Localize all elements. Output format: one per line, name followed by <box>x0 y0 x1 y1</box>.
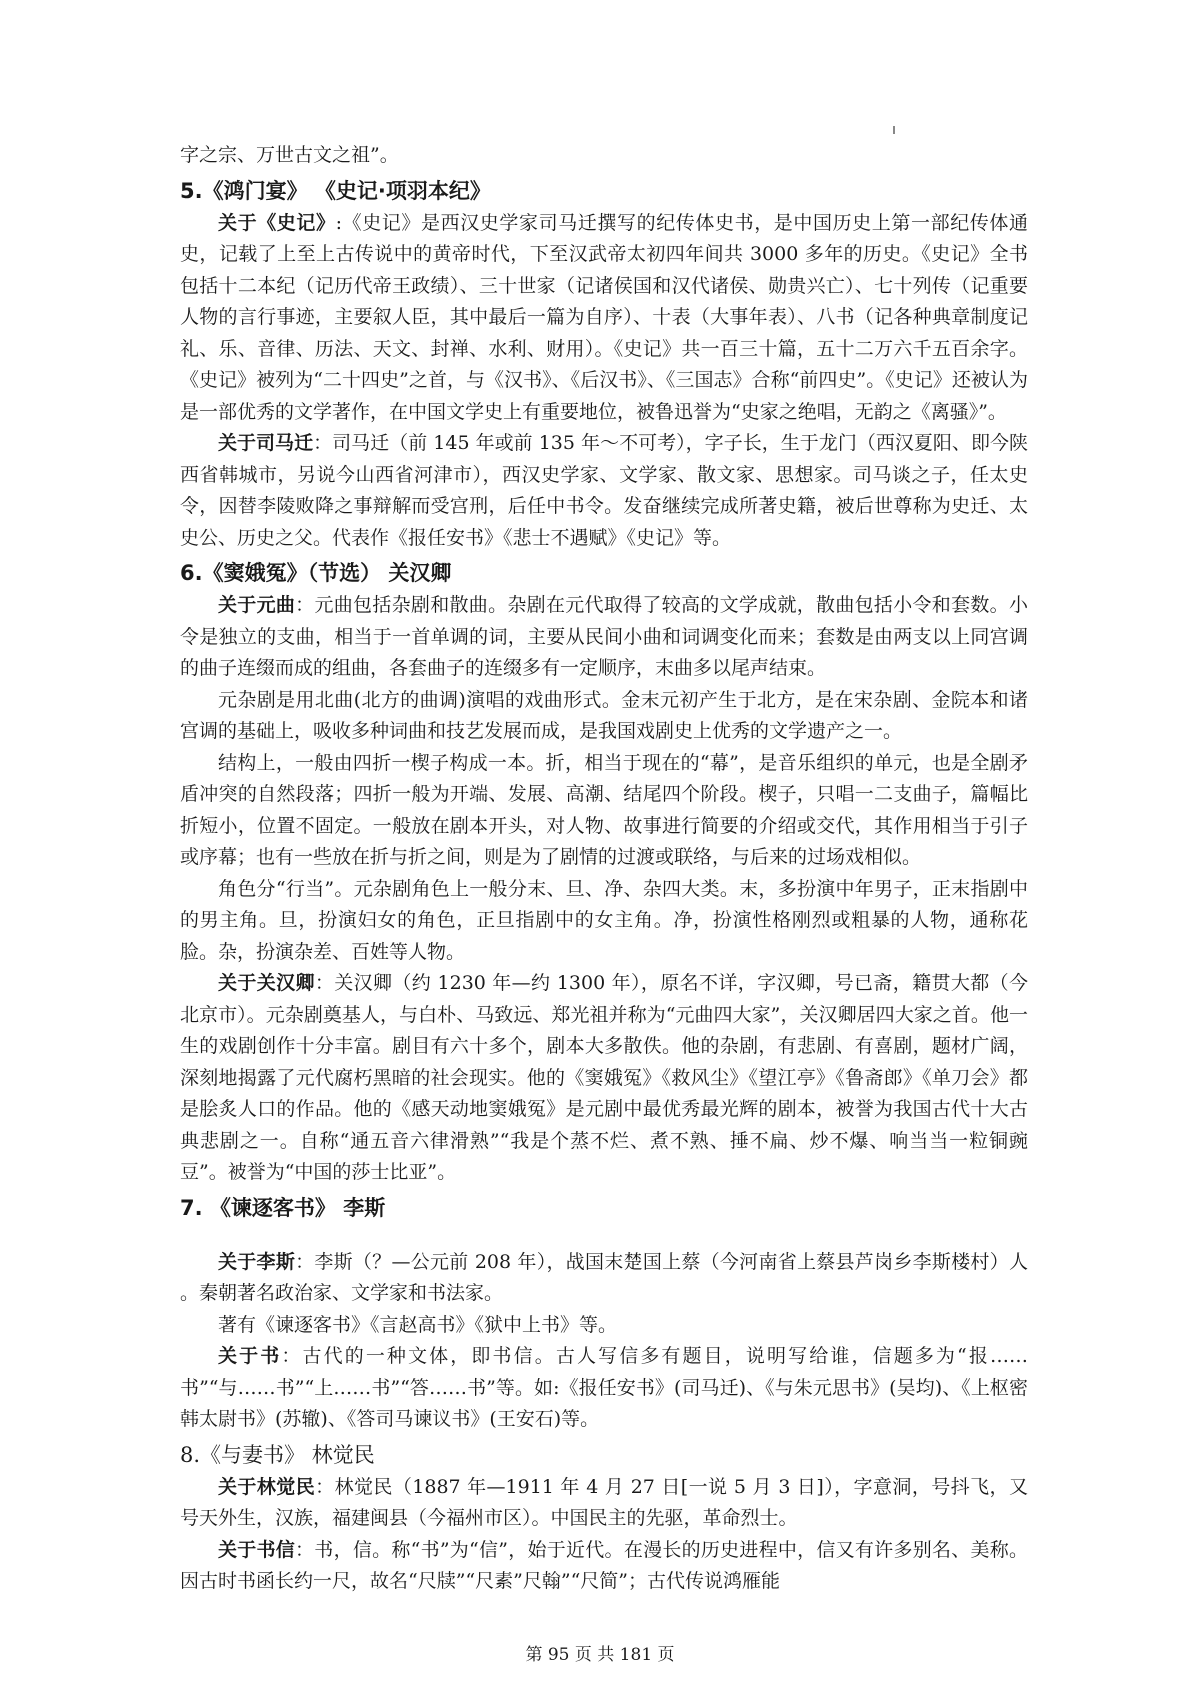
paragraph <box>180 1535 1028 1598</box>
paragraph <box>180 590 1028 685</box>
paragraph-lead: 关于《史记》 <box>218 211 336 234</box>
paragraph-text: ：元曲包括杂剧和散曲。杂剧在元代取得了较高的文学成就，散曲包括小令和套数。小令是独立的支曲，相当于一首单调的词，主要从民间小曲和词调变化而来；套数是由两支以上同宫调的曲子连缀而成的组曲，各套曲子的连缀多有一定顺序，末曲多以尾声结束。 <box>180 594 1028 679</box>
paragraph <box>180 968 1028 1189</box>
paragraph-lead: 关于关汉卿 <box>218 972 315 994</box>
section-heading-5: 5.《鸿门宴》 《史记·项羽本纪》 <box>180 178 491 203</box>
paragraph-lead: 关于书 <box>218 1345 282 1367</box>
text-line: 字之宗、万世古文之祖”。 <box>180 144 399 166</box>
paragraph-text: ：林觉民（1887 年—1911 年 4 月 27 日[一说 5 月 3 日]），字意洞，号抖飞，又号天外生，汉族，福建闽县（今福州市区）。中国民主的先驱，革命烈士。 <box>180 1475 1028 1529</box>
paragraph-text: ：古代的一种文体，即书信。古人写信多有题目，说明写给谁，信题多为“报……书”“与……书”“上……书”“答……书”等。如:《报任安书》(司马迁)、《与朱元思书》(吴均)、《上枢密韩太尉书》(苏辙)、《答司马谏议书》(王安石)等。 <box>180 1345 1028 1430</box>
document-page <box>180 140 1028 1598</box>
paragraph <box>180 1341 1028 1436</box>
paragraph-text: ：李斯（？—公元前 208 年），战国末楚国上蔡（今河南省上蔡县芦岗乡李斯楼村）人 。秦朝著名政治家、文学家和书法家。 <box>180 1250 1028 1304</box>
paragraph-text: ：关汉卿（约 1230 年—约 1300 年），原名不详，字汉卿，号已斋，籍贯大都（今北京市）。元杂剧奠基人，与白朴、马致远、郑光祖并称为“元曲四大家”，关汉卿居四大家之首。他一生的戏剧创作十分丰富。剧目有六十多个，剧本大多散佚。他的杂剧，有悲剧、有喜剧，题材广阔，深刻地揭露了元代腐朽黑暗的社会现实。他的《窦娥冤》《救风尘》《望江亭》《鲁斋郎》《单刀会》都是脍炙人口的作品。他的《感天动地窦娥冤》是元剧中最优秀最光辉的剧本，被誉为我国古代十大古典悲剧之一。自称“通五音六律滑熟”“我是个蒸不烂、煮不熟、捶不扁、炒不爆、响当当一粒铜豌豆”。被誉为“中国的莎士比亚”。 <box>180 972 1028 1183</box>
paragraph-text: :《史记》是西汉史学家司马迁撰写的纪传体史书，是中国历史上第一部纪传体通史，记载了上至上古传说中的黄帝时代，下至汉武帝太初四年间共 3000 多年的历史。《史记》全书包括十二本纪（记历代帝王政绩）、三十世家（记诸侯国和汉代诸侯、勋贵兴亡）、七十列传（记重要人物的言行事迹，主要叙人臣，其中最后一篇为自序）、十表（大事年表）、八书（记各种典章制度记礼、乐、音律、历法、天文、封禅、水利、财用）。《史记》共一百三十篇，五十二万六千五百余字。《史记》被列为“二十四史”之首，与《汉书》、《后汉书》、《三国志》合称“前四史”。《史记》还被认为是一部优秀的文学著作，在中国文学史上有重要地位，被鲁迅誉为“史家之绝唱，无韵之《离骚》”。 <box>180 211 1028 423</box>
scan-mark <box>893 126 895 134</box>
paragraph-lead: 关于元曲 <box>218 594 296 616</box>
section-heading-7: 7. 《谏逐客书》 李斯 <box>180 1195 386 1220</box>
paragraph-lead: 关于司马迁 <box>218 432 314 454</box>
paragraph <box>180 428 1028 554</box>
paragraph <box>180 1472 1028 1535</box>
paragraph-lead: 关于书信 <box>218 1538 296 1561</box>
paragraph-text: ：司马迁（前 145 年或前 135 年～不可考），字子长，生于龙门（西汉夏阳、即今陕西省韩城市，另说今山西省河津市），西汉史学家、文学家、散文家、思想家。司马谈之子，任太史令，因替李陵败降之事辩解而受宫刑，后任中书令。发奋继续完成所著史籍，被后世尊称为史迁、太史公、历史之父。代表作《报任安书》《悲士不遇赋》《史记》等。 <box>180 432 1028 549</box>
paragraph: 结构上，一般由四折一楔子构成一本。折，相当于现在的“幕”，是音乐组织的单元，也是全剧矛盾冲突的自然段落；四折一般为开端、发展、高潮、结尾四个阶段。楔子，只唱一二支曲子，篇幅比折短小，位置不固定。一般放在剧本开头，对人物、故事进行简要的介绍或交代，其作用相当于引子或序幕；也有一些放在折与折之间，则是为了剧情的过渡或联络，与后来的过场戏相似。 <box>180 751 1028 868</box>
paragraph: 元杂剧是用北曲(北方的曲调)演唱的戏曲形式。金末元初产生于北方，是在宋杂剧、金院本和诸宫调的基础上，吸收多种词曲和技艺发展而成，是我国戏剧史上优秀的文学遗产之一。 <box>180 688 1028 742</box>
paragraph-lead: 关于林觉民 <box>218 1475 316 1498</box>
section-heading-8: 8.《与妻书》 林觉民 <box>180 1442 375 1467</box>
section-heading-6: 6.《窦娥冤》（节选） 关汉卿 <box>180 561 452 585</box>
paragraph <box>180 1247 1028 1310</box>
paragraph: 著有《谏逐客书》《言赵高书》《狱中上书》等。 <box>218 1313 618 1336</box>
page-footer: 第 95 页 共 181 页 <box>525 1645 675 1665</box>
paragraph-text: ：书，信。称“书”为“信”，始于近代。在漫长的历史进程中，信又有许多别名、美称。因古时书函长约一尺，故名“尺牍”“尺素”尺翰”“尺简”；古代传说鸿雁能 <box>180 1538 1028 1592</box>
paragraph: 角色分“行当”。元杂剧角色上一般分末、旦、净、杂四大类。末，多扮演中年男子，正末指剧中的男主角。旦，扮演妇女的角色，正旦指剧中的女主角。净，扮演性格刚烈或粗暴的人物，通称花脸。杂，扮演杂差、百姓等人物。 <box>180 877 1028 963</box>
paragraph-lead: 关于李斯 <box>218 1250 296 1273</box>
paragraph <box>180 208 1028 429</box>
